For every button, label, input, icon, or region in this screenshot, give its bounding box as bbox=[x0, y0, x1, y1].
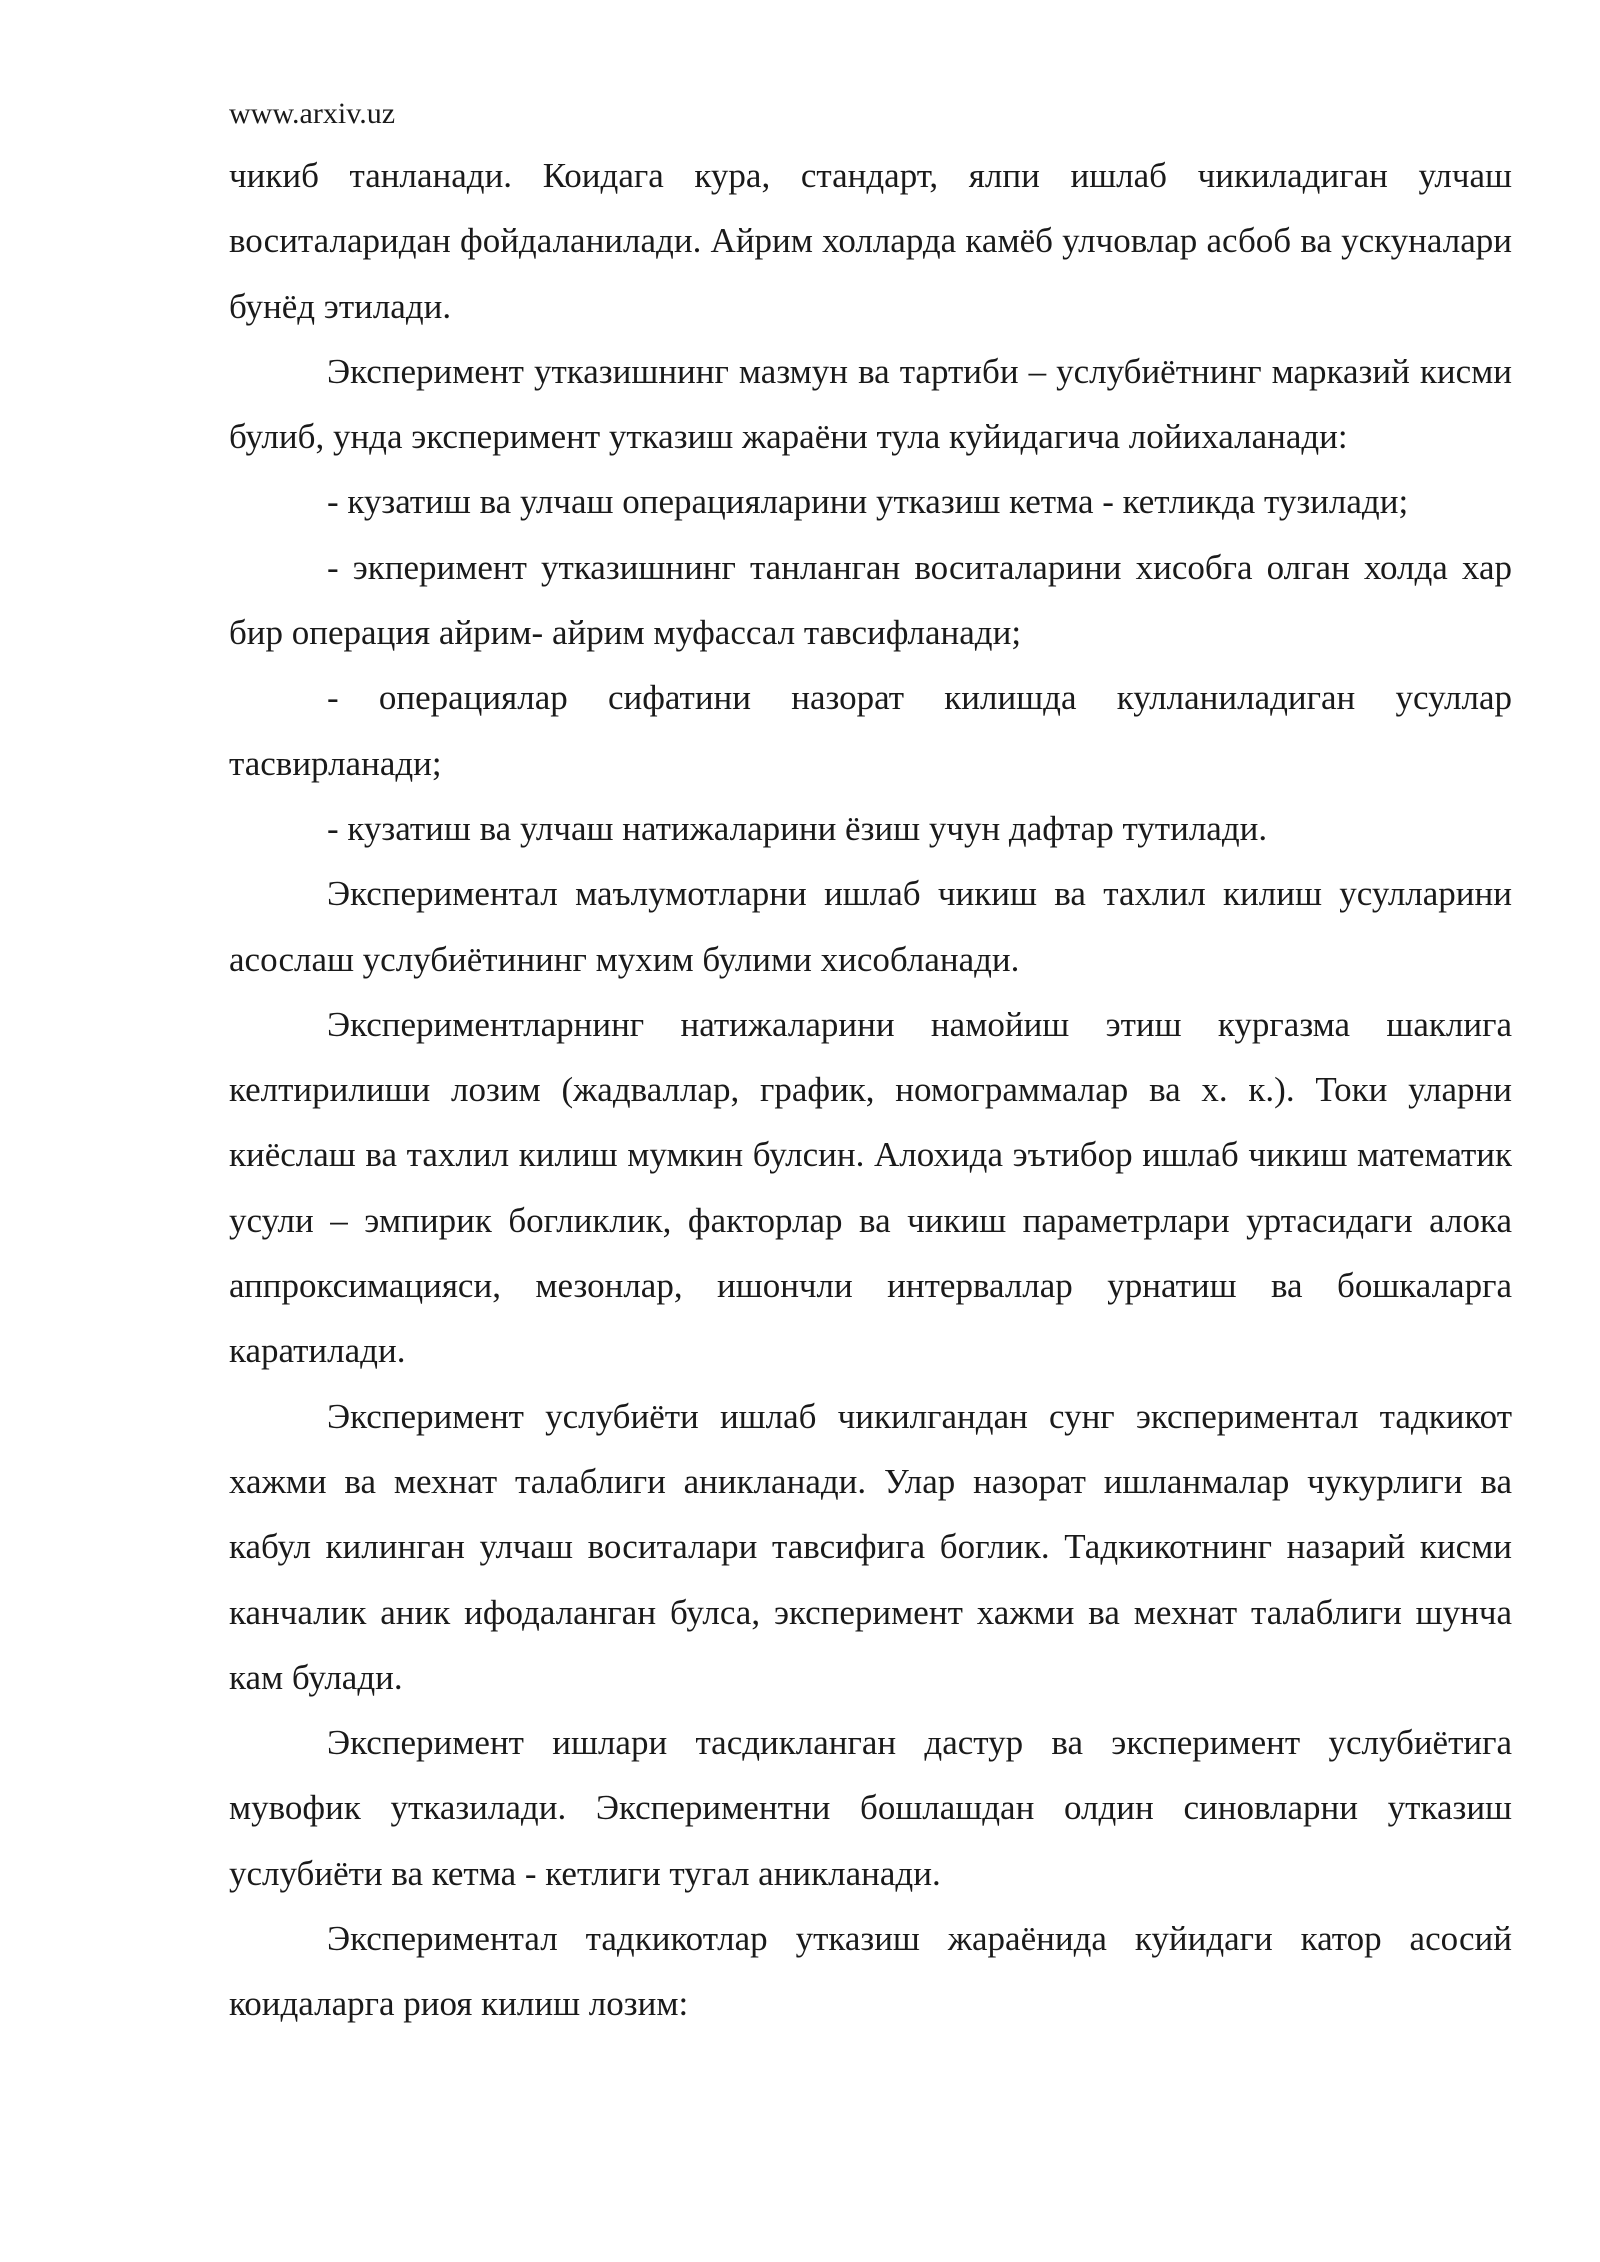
paragraph: Экспериментал тадкикотлар утказиш жараёнида куйидаги катор асосий коидаларга риоя килиш лозим: bbox=[229, 1919, 1512, 2024]
paragraph: Эксперимент услубиёти ишлаб чикилгандан сунг экспериментал тадкикот хажми ва мехнат талаблиги аникланади. Улар назорат ишланмалар чукурлиги ва кабул килинган улчаш воситалари тавсифига боглик. Тадкикотнинг назарий кисми канчалик аник ифодаланган булса, эксперимент хажми ва мехнат талаблиги шунча кам булади. bbox=[229, 1396, 1512, 1697]
list-item: - экперимент утказишнинг танланган воситаларини хисобга олган холда хар бир операция айрим- айрим муфассал тавсифланади; bbox=[229, 547, 1512, 653]
paragraph: Экспериментларнинг натижаларини намойиш этиш кургазма шаклига келтирилиши лозим (жадваллар, график, номограммалар ва х. к.). Токи уларни киёслаш ва тахлил килиш мумкин булсин. Алохида эътибор ишлаб чикиш математик усули – эмпирик богликлик, факторлар ва чикиш параметрлари уртасидаги алока аппроксимацияси, мезонлар, ишончли интерваллар урнатиш ва бошкаларга каратилади. bbox=[229, 1004, 1512, 1371]
paragraph: Эксперимент ишлари тасдикланган дастур ва эксперимент услубиётига мувофик утказилади. Экспериментни бошлашдан олдин синовларни утказиш услубиёти ва кетма - кетлиги тугал аникланади. bbox=[229, 1723, 1512, 1893]
page-header-url: www.arxiv.uz bbox=[229, 97, 396, 130]
list-item: - кузатиш ва улчаш операцияларини утказиш кетма - кетликда тузилади; bbox=[327, 482, 1409, 522]
paragraph: чикиб танланади. Коидага кура, стандарт, ялпи ишлаб чикиладиган улчаш воситаларидан фойдаланилади. Айрим холларда камёб улчовлар асбоб ва ускуналари бунёд этилади. bbox=[229, 156, 1512, 326]
paragraph: Экспериментал маълумотларни ишлаб чикиш ва тахлил килиш усулларини асослаш услубиётининг мухим булими хисобланади. bbox=[229, 874, 1512, 979]
list-item: - операциялар сифатини назорат килишда кулланиладиган усуллар тасвирланади; bbox=[229, 678, 1512, 783]
list-item: - кузатиш ва улчаш натижаларини ёзиш учун дафтар тутилади. bbox=[327, 808, 1268, 848]
paragraph: Эксперимент утказишнинг мазмун ва тартиби – услубиётнинг марказий кисми булиб, унда эксперимент утказиш жараёни тула куйидагича лойихаланади: bbox=[229, 351, 1512, 457]
body-text bbox=[229, 143, 1512, 2037]
